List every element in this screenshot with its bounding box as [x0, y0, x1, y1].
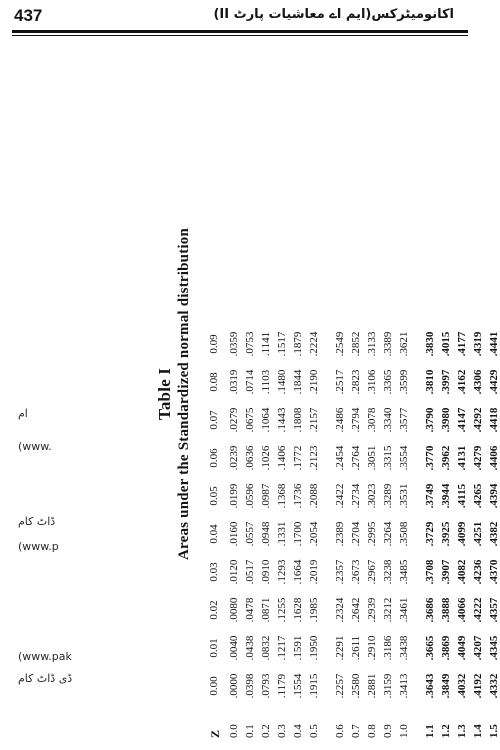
table-cell: .3023: [366, 483, 378, 509]
column-header: 0.03: [208, 562, 220, 582]
table-cell: .3078: [366, 407, 378, 433]
z-value: 1.4: [472, 724, 484, 738]
column-header: 0.07: [208, 410, 220, 430]
table-cell: .3869: [440, 635, 452, 661]
table-cell: .2967: [366, 559, 378, 585]
table-cell: .4382: [488, 521, 500, 547]
table-cell: .3508: [398, 521, 410, 547]
table-cell: .3925: [440, 521, 452, 547]
z-value: 0.2: [260, 724, 272, 738]
z-value: 0.7: [350, 724, 362, 738]
table-cell: .3289: [382, 483, 394, 509]
table-cell: .0040: [228, 635, 240, 661]
table-cell: .0910: [260, 559, 272, 585]
table-cell: .4429: [488, 369, 500, 395]
z-value: 0.5: [308, 724, 320, 738]
table-cell: .1591: [292, 635, 304, 661]
table-cell: .0000: [228, 673, 240, 699]
table-cell: .1844: [292, 369, 304, 395]
table-cell: .0438: [244, 635, 256, 661]
table-cell: .0120: [228, 559, 240, 585]
table-cell: .1141: [260, 331, 272, 357]
column-header: 0.05: [208, 486, 220, 506]
table-cell: .3554: [398, 445, 410, 471]
table-cell: .4236: [472, 559, 484, 585]
table-cell: .1808: [292, 407, 304, 433]
table-cell: .3212: [382, 597, 394, 623]
table-cell: .2580: [350, 673, 362, 699]
table-cell: .4192: [472, 673, 484, 699]
table-cell: .3340: [382, 407, 394, 433]
table-cell: .3888: [440, 597, 452, 623]
table-cell: .3749: [424, 483, 436, 509]
watermark-text: ڈی ڈاٹ کام: [18, 672, 73, 685]
table-cell: .1628: [292, 597, 304, 623]
table-cell: .3621: [398, 331, 410, 357]
table-cell: .0239: [228, 445, 240, 471]
table-cell: .4222: [472, 597, 484, 623]
z-value: 0.8: [366, 724, 378, 738]
table-cell: .3577: [398, 407, 410, 433]
table-title: Table I: [155, 367, 174, 421]
table-cell: .3665: [424, 635, 436, 661]
column-header: 0.06: [208, 448, 220, 468]
table-cell: .3159: [382, 673, 394, 699]
table-cell: .4177: [456, 331, 468, 357]
table-cell: .4131: [456, 445, 468, 471]
table-cell: .3980: [440, 407, 452, 433]
table-cell: .2823: [350, 369, 362, 395]
table-cell: .4306: [472, 369, 484, 395]
table-cell: .3790: [424, 407, 436, 433]
header-rule-thin: [12, 35, 468, 36]
table-cell: .2123: [308, 445, 320, 471]
table-cell: .4345: [488, 635, 500, 661]
table-cell: .2157: [308, 407, 320, 433]
z-value: 0.9: [382, 724, 394, 738]
table-cell: .0596: [244, 483, 256, 509]
table-cell: .3413: [398, 673, 410, 699]
table-cell: .1664: [292, 559, 304, 585]
table-cell: .2454: [334, 445, 346, 471]
table-cell: .2224: [308, 331, 320, 357]
table-cell: .2291: [334, 635, 346, 661]
table-cell: .0793: [260, 673, 272, 699]
table-cell: .4441: [488, 331, 500, 357]
table-cell: .2088: [308, 483, 320, 509]
table-cell: .2517: [334, 369, 346, 395]
watermark-text: ام: [18, 407, 28, 420]
table-cell: .0398: [244, 673, 256, 699]
table-cell: .0948: [260, 521, 272, 547]
table-cell: .4332: [488, 673, 500, 699]
table-cell: .0279: [228, 407, 240, 433]
table-cell: .0557: [244, 521, 256, 547]
table-cell: .0319: [228, 369, 240, 395]
table-cell: .3531: [398, 483, 410, 509]
table-cell: .1480: [276, 369, 288, 395]
table-cell: .2611: [350, 635, 362, 661]
table-cell: .3106: [366, 369, 378, 395]
table-cell: .4082: [456, 559, 468, 585]
table-cell: .3186: [382, 635, 394, 661]
table-cell: .0675: [244, 407, 256, 433]
column-header: 0.02: [208, 600, 220, 620]
z-value: 0.6: [334, 724, 346, 738]
column-header: 0.01: [208, 638, 220, 658]
table-cell: .4066: [456, 597, 468, 623]
table-cell: .2764: [350, 445, 362, 471]
page-number: 437: [14, 6, 43, 25]
watermark-text: ڈاٹ کام: [18, 515, 56, 528]
z-value: 1.1: [424, 724, 436, 738]
table-cell: .4357: [488, 597, 500, 623]
table-cell: .3729: [424, 521, 436, 547]
table-cell: .0636: [244, 445, 256, 471]
table-cell: .2852: [350, 331, 362, 357]
table-cell: .1950: [308, 635, 320, 661]
table-cell: .4049: [456, 635, 468, 661]
table-cell: .2910: [366, 635, 378, 661]
table-cell: .4099: [456, 521, 468, 547]
table-cell: .4207: [472, 635, 484, 661]
watermark-text: (www.: [18, 440, 52, 453]
table-cell: .1217: [276, 635, 288, 661]
z-column-header: Z: [208, 729, 222, 738]
table-cell: .1064: [260, 407, 272, 433]
table-cell: .3962: [440, 445, 452, 471]
table-cell: .0987: [260, 483, 272, 509]
table-cell: .3051: [366, 445, 378, 471]
table-cell: .3849: [440, 673, 452, 699]
table-cell: .4251: [472, 521, 484, 547]
column-header: 0.08: [208, 372, 220, 392]
table-subtitle: Areas under the Standardized normal distribution: [176, 228, 192, 560]
column-header: 0.04: [208, 524, 220, 544]
table-cell: .3907: [440, 559, 452, 585]
table-cell: .2939: [366, 597, 378, 623]
table-cell: .1255: [276, 597, 288, 623]
table-cell: .0714: [244, 369, 256, 395]
z-value: 0.4: [292, 724, 304, 738]
running-head: اکانومیٹرکس(ایم اے معاشیات پارٹ II): [213, 7, 454, 22]
table-cell: .1026: [260, 445, 272, 471]
z-value: 1.5: [488, 724, 500, 738]
table-cell: .4292: [472, 407, 484, 433]
table-cell: .2324: [334, 597, 346, 623]
table-cell: .2257: [334, 673, 346, 699]
table-cell: .2642: [350, 597, 362, 623]
table-cell: .2054: [308, 521, 320, 547]
table-cell: .2881: [366, 673, 378, 699]
table-cell: .2704: [350, 521, 362, 547]
table-cell: .3485: [398, 559, 410, 585]
table-cell: .4370: [488, 559, 500, 585]
table-cell: .4279: [472, 445, 484, 471]
table-cell: .1985: [308, 597, 320, 623]
table-cell: .1368: [276, 483, 288, 509]
table-cell: .3944: [440, 483, 452, 509]
table-cell: .2389: [334, 521, 346, 547]
table-cell: .3686: [424, 597, 436, 623]
table-cell: .0753: [244, 331, 256, 357]
table-cell: .4115: [456, 483, 468, 509]
table-cell: .3133: [366, 331, 378, 357]
table-cell: .4265: [472, 483, 484, 509]
table-cell: .3438: [398, 635, 410, 661]
table-cell: .0832: [260, 635, 272, 661]
watermark-text: (www.pak: [18, 650, 72, 663]
table-cell: .0359: [228, 331, 240, 357]
table-cell: .4418: [488, 407, 500, 433]
table-cell: .1879: [292, 331, 304, 357]
table-cell: .3599: [398, 369, 410, 395]
table-cell: .2673: [350, 559, 362, 585]
table-cell: .4147: [456, 407, 468, 433]
table-cell: .1406: [276, 445, 288, 471]
table-cell: .1179: [276, 673, 288, 699]
column-header: 0.00: [208, 676, 220, 696]
table-cell: .2794: [350, 407, 362, 433]
table-cell: .2549: [334, 331, 346, 357]
table-cell: .4394: [488, 483, 500, 509]
table-cell: .2995: [366, 521, 378, 547]
table-cell: .1293: [276, 559, 288, 585]
table-cell: .3997: [440, 369, 452, 395]
table-cell: .1517: [276, 331, 288, 357]
table-cell: .0871: [260, 597, 272, 623]
table-cell: .3810: [424, 369, 436, 395]
table-cell: .3461: [398, 597, 410, 623]
table-cell: .3830: [424, 331, 436, 357]
watermark-text: (www.p: [18, 540, 59, 553]
table-cell: .2486: [334, 407, 346, 433]
z-value: 1.3: [456, 724, 468, 738]
table-cell: .1103: [260, 369, 272, 395]
table-cell: .2357: [334, 559, 346, 585]
normal-distribution-table: [0, 38, 500, 750]
z-value: 0.0: [228, 724, 240, 738]
table-cell: .2019: [308, 559, 320, 585]
table-cell: .1443: [276, 407, 288, 433]
z-value: 1.2: [440, 724, 452, 738]
table-cell: .4406: [488, 445, 500, 471]
table-cell: .3315: [382, 445, 394, 471]
z-value: 1.0: [398, 724, 410, 738]
table-cell: .0517: [244, 559, 256, 585]
table-cell: .4015: [440, 331, 452, 357]
table-cell: .2190: [308, 369, 320, 395]
table-cell: .1554: [292, 673, 304, 699]
table-cell: .0080: [228, 597, 240, 623]
header-rule: [12, 30, 468, 33]
table-cell: .2422: [334, 483, 346, 509]
rotated-table-area: [0, 38, 500, 750]
column-header: 0.09: [208, 334, 220, 354]
table-cell: .3264: [382, 521, 394, 547]
table-cell: .3708: [424, 559, 436, 585]
table-cell: .1772: [292, 445, 304, 471]
z-value: 0.3: [276, 724, 288, 738]
table-cell: .3643: [424, 673, 436, 699]
table-cell: .2734: [350, 483, 362, 509]
table-cell: .4319: [472, 331, 484, 357]
table-cell: .0478: [244, 597, 256, 623]
table-cell: .1736: [292, 483, 304, 509]
table-cell: .1700: [292, 521, 304, 547]
table-cell: .4162: [456, 369, 468, 395]
table-cell: .3238: [382, 559, 394, 585]
table-cell: .0199: [228, 483, 240, 509]
table-cell: .3770: [424, 445, 436, 471]
z-value: 0.1: [244, 724, 256, 738]
table-cell: .1331: [276, 521, 288, 547]
table-cell: .1915: [308, 673, 320, 699]
table-cell: .4032: [456, 673, 468, 699]
table-cell: .3389: [382, 331, 394, 357]
table-cell: .0160: [228, 521, 240, 547]
table-cell: .3365: [382, 369, 394, 395]
